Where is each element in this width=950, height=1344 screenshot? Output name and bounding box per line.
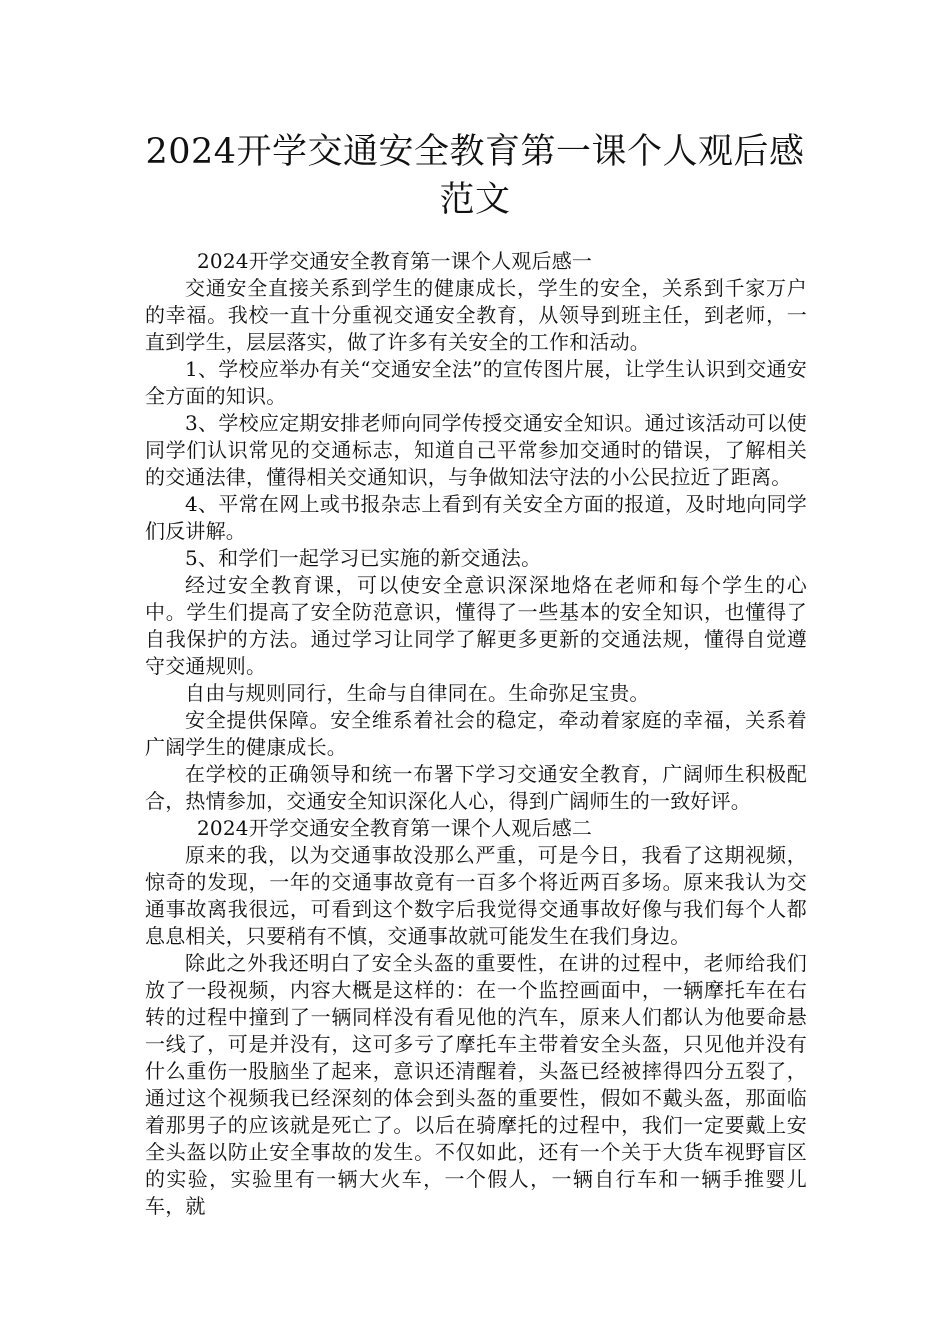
paragraph: 1、学校应举办有关“交通安全法”的宣传图片展，让学生认识到交通安全方面的知识。	[145, 357, 807, 408]
paragraph: 交通安全直接关系到学生的健康成长，学生的安全，关系到千家万户的幸福。我校一直十分重视交通安全教育，从领导到班主任，到老师，一直到学生，层层落实，做了许多有关安全的工作和活动。	[145, 276, 807, 354]
paragraph: 经过安全教育课，可以使安全意识深深地烙在老师和每个学生的心中。学生们提高了安全防范意识，懂得了一些基本的安全知识，也懂得了自我保护的方法。通过学习让同学了解更多更新的交通法规，懂得自觉遵守交通规则。	[145, 573, 807, 678]
paragraph: 5、和学们一起学习已实施的新交通法。	[185, 546, 542, 570]
paragraph: 3、学校应定期安排老师向同学传授交通安全知识。通过该活动可以使同学们认识常见的交通标志，知道自己平常参加交通时的错误，了解相关的交通法律，懂得相关交通知识，与争做知法守法的小公民拉近了距离。	[145, 411, 807, 489]
document-title	[120, 128, 830, 224]
section-heading-1: 2024开学交通安全教育第一课个人观后感一	[197, 249, 593, 273]
paragraph: 除此之外我还明白了安全头盔的重要性，在讲的过程中，老师给我们放了一段视频，内容大概是这样的：在一个监控画面中，一辆摩托车在右转的过程中撞到了一辆同样没有看见他的汽车，原来人们都认为他要命悬一线了，可是并没有，这可多亏了摩托车主带着安全头盔，只见他并没有什么重伤一股脑坐了起来，意识还清醒着，头盔已经被摔得四分五裂了，通过这个视频我已经深刻的体会到头盔的重要性，假如不戴头盔，那面临着那男子的应该就是死亡了。以后在骑摩托的过程中，我们一定要戴上安全头盔以防止安全事故的发生。不仅如此，还有一个关于大货车视野盲区的实验，实验里有一辆大火车，一个假人，一辆自行车和一辆手推婴儿车，就	[145, 951, 807, 1218]
paragraph: 4、平常在网上或书报杂志上看到有关安全方面的报道，及时地向同学们反讲解。	[145, 492, 807, 543]
paragraph: 自由与规则同行，生命与自律同在。生命弥足宝贵。	[185, 681, 650, 705]
title-line-2: 范文	[439, 180, 511, 220]
paragraph: 在学校的正确领导和统一布署下学习交通安全教育，广阔师生积极配合，热情参加，交通安全知识深化人心，得到广阔师生的一致好评。	[145, 762, 807, 813]
document-body	[145, 248, 807, 1220]
paragraph: 安全提供保障。安全维系着社会的稳定，牵动着家庭的幸福，关系着广阔学生的健康成长。	[145, 708, 807, 759]
section-heading-2: 2024开学交通安全教育第一课个人观后感二	[197, 816, 593, 840]
title-line-1: 2024开学交通安全教育第一课个人观后感	[145, 132, 805, 172]
paragraph: 原来的我，以为交通事故没那么严重，可是今日，我看了这期视频，惊奇的发现，一年的交通事故竟有一百多个将近两百多场。原来我认为交通事故离我很远，可看到这个数字后我觉得交通事故好像与我们每个人都息息相关，只要稍有不慎，交通事故就可能发生在我们身边。	[145, 843, 807, 948]
